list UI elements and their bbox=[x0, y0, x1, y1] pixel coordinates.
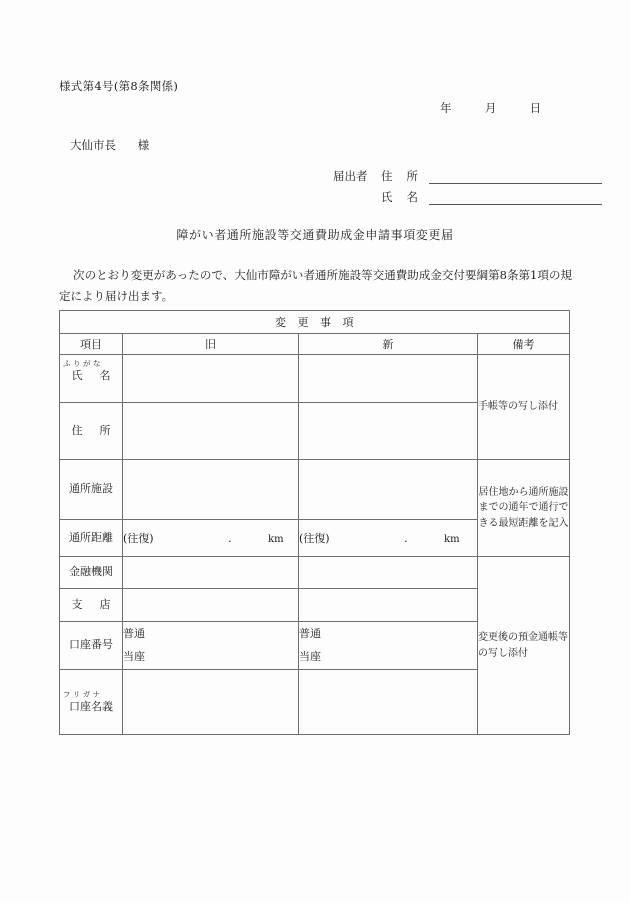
column-header-new: 新 bbox=[299, 334, 478, 355]
row-label-facility-main: 通所施設 bbox=[69, 482, 113, 496]
field-distance-old[interactable] bbox=[123, 520, 299, 557]
distance-new-decimal: . bbox=[404, 532, 408, 545]
filer-name-row bbox=[333, 189, 602, 205]
distance-new-unit: km bbox=[444, 534, 460, 545]
field-account-number-new[interactable] bbox=[299, 622, 478, 670]
field-account-holder-new[interactable] bbox=[299, 670, 478, 735]
account-old-type-ordinary[interactable]: 普通 bbox=[123, 626, 145, 640]
row-label-name-main: 氏 名 bbox=[71, 369, 111, 383]
span-header-char-4: 項 bbox=[342, 316, 354, 329]
row-label-name-furigana: ふりがな bbox=[63, 359, 103, 368]
row-label-bank bbox=[60, 557, 123, 589]
row-label-account-holder-furigana: フリガナ bbox=[63, 689, 103, 699]
table-header-row bbox=[60, 334, 570, 355]
distance-old-roundtrip: (往復) bbox=[123, 532, 154, 545]
account-new-type-ordinary[interactable]: 普通 bbox=[299, 626, 321, 640]
distance-old-unit: km bbox=[268, 534, 284, 545]
filer-address-row bbox=[333, 168, 602, 184]
span-header-char-2: 更 bbox=[297, 316, 309, 329]
filer-block bbox=[333, 168, 602, 210]
span-header-char-3: 事 bbox=[320, 316, 332, 329]
field-name-new[interactable] bbox=[299, 355, 478, 403]
field-bank-new[interactable] bbox=[299, 557, 478, 589]
table-span-header-row bbox=[60, 311, 570, 334]
field-facility-old[interactable] bbox=[123, 460, 299, 520]
row-label-address-main: 住 所 bbox=[71, 423, 111, 437]
span-header-char-1: 変 bbox=[275, 316, 287, 329]
date-month: 月 bbox=[484, 101, 497, 115]
distance-new-roundtrip: (往復) bbox=[299, 532, 330, 545]
table-row-facility bbox=[60, 460, 570, 520]
field-branch-new[interactable] bbox=[299, 589, 478, 622]
row-label-name bbox=[60, 355, 123, 403]
table-row-name bbox=[60, 355, 570, 403]
field-facility-new[interactable] bbox=[299, 460, 478, 520]
note-bank: 変更後の預金通帳等の写し添付 bbox=[478, 557, 570, 735]
column-header-old: 旧 bbox=[123, 334, 299, 355]
account-new-type-current[interactable]: 当座 bbox=[299, 649, 321, 663]
row-label-account-number bbox=[60, 622, 123, 670]
row-label-branch bbox=[60, 589, 123, 622]
body-paragraph bbox=[59, 265, 572, 308]
form-number: 様式第4号(第8条関係) bbox=[59, 79, 179, 93]
date-year: 年 bbox=[440, 101, 452, 115]
page-title: 障がい者通所施設等交通費助成金申請事項変更届 bbox=[176, 228, 454, 242]
filer-address-input[interactable] bbox=[429, 169, 602, 184]
field-account-number-old[interactable] bbox=[123, 622, 299, 670]
row-label-account-holder bbox=[60, 670, 123, 735]
field-name-old[interactable] bbox=[123, 355, 299, 403]
field-branch-old[interactable] bbox=[123, 589, 299, 622]
row-label-facility bbox=[60, 460, 123, 520]
column-header-item: 項目 bbox=[60, 334, 123, 355]
field-bank-old[interactable] bbox=[123, 557, 299, 589]
date-day: 日 bbox=[529, 101, 542, 115]
field-distance-new[interactable] bbox=[299, 520, 478, 557]
filer-address-label bbox=[381, 168, 429, 184]
filer-name-label-a: 氏 bbox=[381, 190, 393, 204]
row-label-address bbox=[60, 403, 123, 460]
date-line bbox=[440, 100, 541, 116]
filer-name-label bbox=[381, 189, 429, 205]
filer-address-label-b: 所 bbox=[406, 169, 418, 183]
note-identity: 手帳等の写し添付 bbox=[478, 355, 570, 460]
row-label-account-number-main: 口座番号 bbox=[69, 638, 113, 652]
field-account-holder-old[interactable] bbox=[123, 670, 299, 735]
addressee-line bbox=[70, 137, 149, 153]
row-label-branch-main: 支 店 bbox=[71, 597, 111, 611]
distance-old-decimal: . bbox=[228, 532, 232, 545]
row-label-distance-main: 通所距離 bbox=[69, 530, 113, 544]
table-span-header bbox=[60, 311, 570, 334]
change-items-table bbox=[59, 310, 570, 735]
body-paragraph-text: 次のとおり変更があったので、大仙市障がい者通所施設等交通費助成金交付要綱第8条第1項の規定により届け出ます。 bbox=[59, 268, 572, 304]
row-label-distance bbox=[60, 520, 123, 557]
field-address-old[interactable] bbox=[123, 403, 299, 460]
row-label-account-holder-main: 口座名義 bbox=[69, 699, 113, 713]
filer-name-input[interactable] bbox=[429, 190, 602, 205]
filer-address-label-a: 住 bbox=[381, 169, 393, 183]
table-row-bank bbox=[60, 557, 570, 589]
row-label-bank-main: 金融機関 bbox=[69, 565, 113, 579]
addressee-name: 大仙市長 bbox=[70, 138, 116, 152]
field-address-new[interactable] bbox=[299, 403, 478, 460]
filer-label: 届出者 bbox=[333, 169, 368, 183]
filer-name-label-b: 名 bbox=[406, 190, 418, 204]
addressee-honorific: 様 bbox=[137, 138, 150, 152]
note-distance: 居住地から通所施設までの通年で通行できる最短距離を記入 bbox=[478, 460, 570, 557]
account-old-type-current[interactable]: 当座 bbox=[123, 649, 145, 663]
column-header-note: 備考 bbox=[478, 334, 570, 355]
